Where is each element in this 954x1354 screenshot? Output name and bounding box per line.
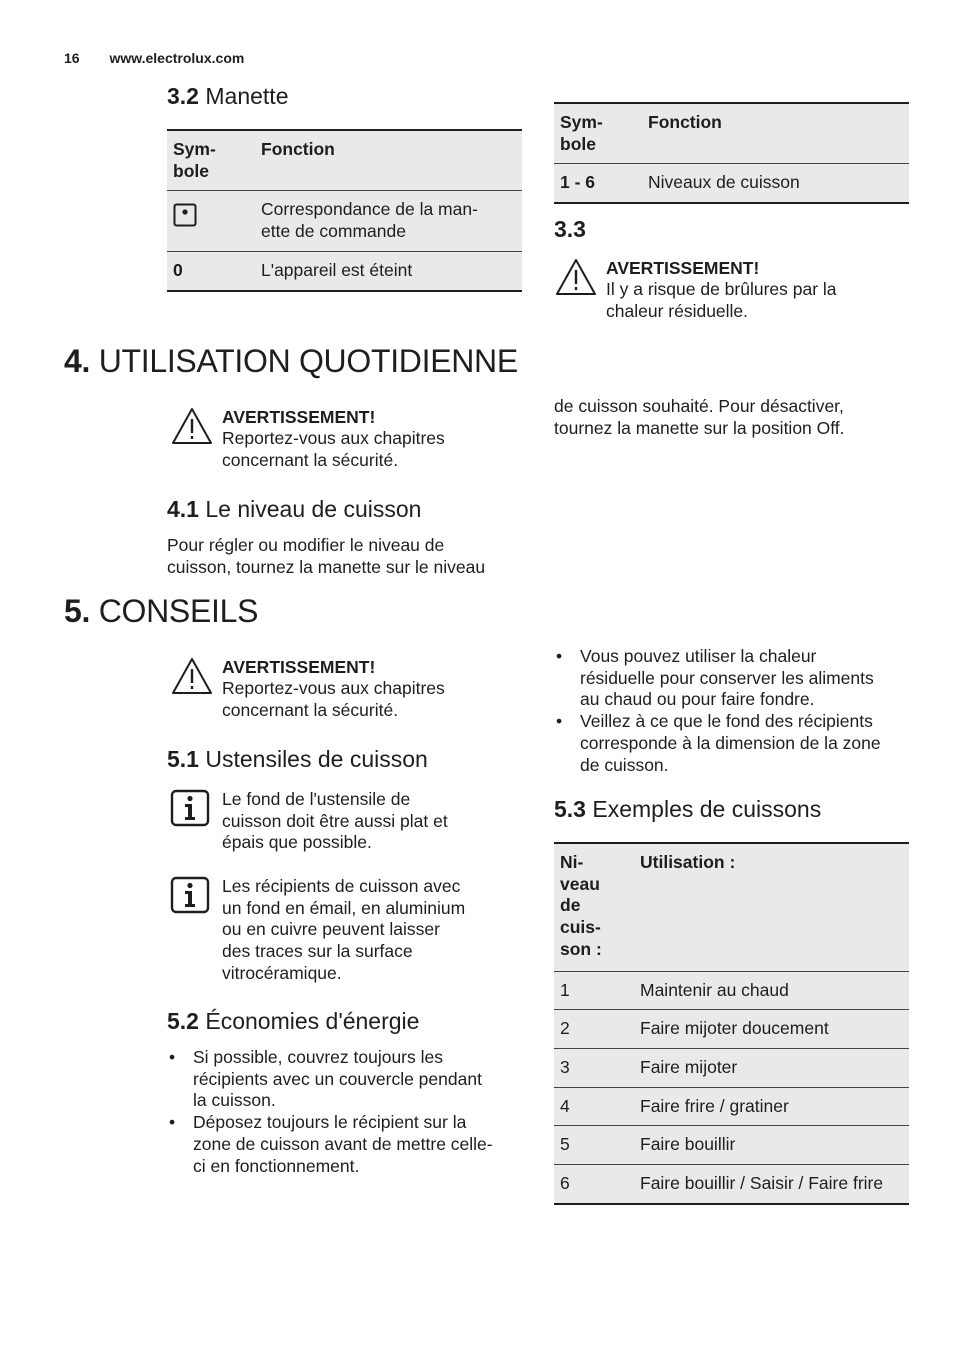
table-header-row: [554, 103, 909, 164]
table-row: [554, 1165, 909, 1204]
symbol-cell: 0: [173, 259, 183, 280]
cooking-examples-table: [554, 842, 909, 1205]
section-5-1-title: 5.1 Ustensiles de cuisson: [167, 746, 428, 772]
info-text: Les récipients de cuisson avec un fond en émail, en aluminium ou en cuivre peuvent laisser des traces sur la surface vitrocéramique.: [222, 876, 466, 983]
col-level: Ni- veau de cuis- son :: [560, 852, 602, 959]
section-4-1-text-continued: de cuisson souhaité. Pour désactiver, tournez la manette sur la position Off.: [554, 396, 845, 438]
level-cell: 6: [560, 1173, 570, 1194]
table-row: [554, 971, 909, 1010]
warning-title: AVERTISSEMENT!: [222, 407, 376, 427]
page-header: [64, 50, 244, 66]
symbol-cell: 1 - 6: [560, 172, 596, 193]
use-cell: Faire mijoter: [640, 1056, 738, 1077]
section-4-1-title: 4.1 Le niveau de cuisson: [167, 496, 422, 522]
info-text: Le fond de l'ustensile de cuisson doit être aussi plat et épais que possible.: [222, 789, 448, 853]
level-cell: 4: [560, 1095, 570, 1116]
section-5-2-title: 5.2 Économies d'énergie: [167, 1008, 420, 1034]
chapter-4-title: 4. UTILISATION QUOTIDIENNE: [64, 343, 518, 379]
section-5-3-title: 5.3 Exemples de cuissons: [554, 796, 822, 822]
use-cell: Faire mijoter doucement: [640, 1018, 829, 1039]
table-row: [167, 191, 522, 251]
energy-saving-list: [167, 1047, 527, 1177]
function-cell: Correspondance de la man- ette de commande: [261, 199, 478, 242]
info-box: [170, 876, 530, 985]
list-item: • Veillez à ce que le fond des récipients corresponde à la dimension de la zone de cuisson.: [554, 711, 914, 776]
levels-table: [554, 102, 909, 204]
level-cell: 2: [560, 1018, 570, 1039]
table-row: [554, 1048, 909, 1087]
warning-triangle-icon: [170, 656, 214, 696]
table-row: [554, 1126, 909, 1165]
table-row: [554, 1087, 909, 1126]
warning-box: [170, 656, 530, 721]
function-cell: L'appareil est éteint: [261, 259, 413, 280]
function-cell: Niveaux de cuisson: [648, 172, 800, 193]
col-function: Fonction: [261, 139, 335, 159]
section-3-3-title: 3.3: [554, 216, 586, 242]
symbol-cell: [167, 191, 255, 251]
table-header-row: [554, 843, 909, 971]
warning-text: Reportez-vous aux chapitres concernant la sécurité.: [222, 428, 445, 470]
use-cell: Faire bouillir: [640, 1134, 736, 1155]
warning-title: AVERTISSEMENT!: [222, 657, 376, 677]
col-symbol: Sym- bole: [560, 112, 603, 154]
list-item: • Vous pouvez utiliser la chaleur résiduelle pour conserver les aliments au chaud ou pour faire fondre.: [554, 646, 914, 711]
table-row: [167, 251, 522, 290]
warning-title: AVERTISSEMENT!: [606, 258, 760, 278]
use-cell: Faire bouillir / Saisir / Faire frire: [640, 1173, 884, 1194]
info-icon: [170, 789, 210, 827]
col-use: Utilisation :: [640, 852, 736, 872]
info-icon: [170, 876, 210, 914]
header-url: www.electrolux.com: [109, 50, 245, 66]
residual-heat-list: [554, 646, 914, 776]
warning-text: Il y a risque de brûlures par la chaleur résiduelle.: [606, 279, 837, 321]
level-cell: 1: [560, 979, 570, 1000]
table-row: [554, 164, 909, 203]
list-item: • Déposez toujours le récipient sur la zone de cuisson avant de mettre celle- ci en fonctionnement.: [167, 1112, 527, 1177]
level-cell: 5: [560, 1134, 570, 1155]
chapter-5-title: 5. CONSEILS: [64, 593, 259, 629]
list-item: • Si possible, couvrez toujours les récipients avec un couvercle pendant la cuisson.: [167, 1047, 527, 1112]
dot-square-icon: [173, 203, 197, 227]
section-3-2-title: 3.2 Manette: [167, 83, 289, 109]
info-box: [170, 789, 530, 854]
warning-triangle-icon: [554, 257, 598, 297]
col-symbol: Sym- bole: [173, 139, 216, 181]
table-row: [554, 1010, 909, 1049]
warning-box: [554, 257, 914, 322]
warning-box: [170, 406, 530, 471]
warning-text: Reportez-vous aux chapitres concernant la sécurité.: [222, 678, 445, 720]
page-number: 16: [64, 50, 80, 66]
use-cell: Maintenir au chaud: [640, 979, 789, 1000]
manette-table: [167, 129, 522, 292]
level-cell: 3: [560, 1056, 570, 1077]
col-function: Fonction: [648, 112, 722, 132]
use-cell: Faire frire / gratiner: [640, 1095, 789, 1116]
table-header-row: [167, 130, 522, 191]
warning-triangle-icon: [170, 406, 214, 446]
section-4-1-text: Pour régler ou modifier le niveau de cuisson, tournez la manette sur le niveau: [167, 535, 486, 577]
